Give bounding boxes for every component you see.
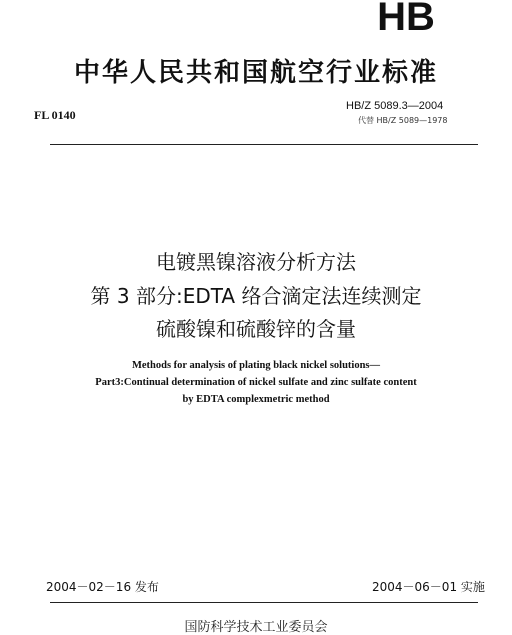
footer-rule bbox=[50, 602, 478, 603]
standard-number: HB/Z 5089.3—2004 bbox=[346, 100, 444, 112]
effective-date: 2004－06－01 实施 bbox=[372, 580, 485, 594]
title-cn-line-2: 第 3 部分:EDTA 络合滴定法连续测定 bbox=[90, 284, 422, 308]
hb-logo bbox=[352, 0, 460, 36]
hb-logo-text: HB bbox=[377, 0, 435, 36]
title-en-line-1: Methods for analysis of plating black nickel solutions— bbox=[131, 360, 381, 371]
issue-date: 2004－02－16 发布 bbox=[46, 580, 159, 594]
title-en-line-2: Part3:Continual determination of nickel sulfate and zinc sulfate content bbox=[95, 377, 417, 388]
header-rule bbox=[50, 144, 478, 145]
publisher: 国防科学技术工业委员会 bbox=[184, 620, 328, 635]
title-cn-line-3: 硫酸镍和硫酸锌的含量 bbox=[156, 317, 356, 341]
title-cn-line-1: 电镀黑镍溶液分析方法 bbox=[156, 250, 356, 274]
replaces-note: 代替 HB/Z 5089—1978 bbox=[358, 116, 448, 125]
ics-code: FL 0140 bbox=[34, 108, 76, 122]
title-en-line-3: by EDTA complexmetric method bbox=[182, 394, 330, 405]
issuing-agency: 中华人民共和国航空行业标准 bbox=[73, 58, 438, 88]
